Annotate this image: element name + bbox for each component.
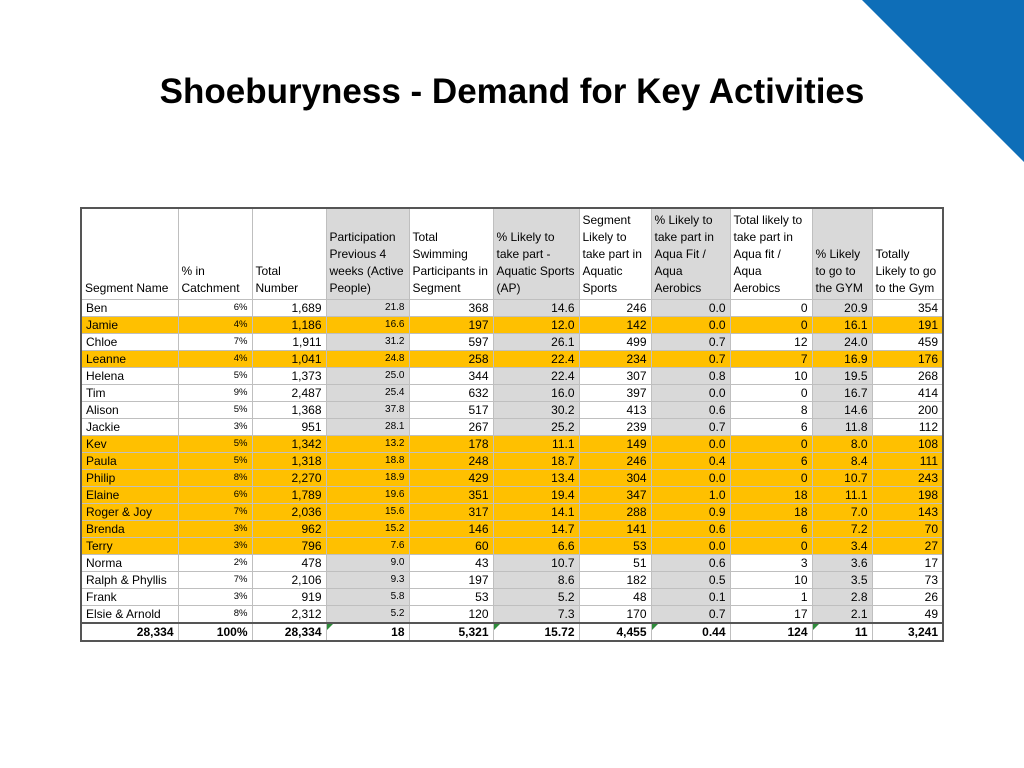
table-cell: 25.0	[326, 368, 409, 385]
table-cell: 9.3	[326, 572, 409, 589]
table-cell: 3%	[178, 419, 252, 436]
table-cell: 15.6	[326, 504, 409, 521]
table-cell: 16.0	[493, 385, 579, 402]
table-cell: 1,186	[252, 317, 326, 334]
table-cell: 8%	[178, 470, 252, 487]
table-cell: 26.1	[493, 334, 579, 351]
table-cell: 111	[872, 453, 943, 470]
table-cell: 28.1	[326, 419, 409, 436]
table-cell: 198	[872, 487, 943, 504]
table-cell: 10	[730, 368, 812, 385]
table-cell: 3%	[178, 521, 252, 538]
table-cell: 7.6	[326, 538, 409, 555]
table-cell: 8.6	[493, 572, 579, 589]
table-row	[81, 453, 943, 470]
segment-name-cell: Terry	[81, 538, 178, 555]
table-cell: 268	[872, 368, 943, 385]
segment-name-cell: Paula	[81, 453, 178, 470]
table-row	[81, 606, 943, 624]
table-cell: 0	[730, 436, 812, 453]
table-cell: 632	[409, 385, 493, 402]
segment-name-cell: Helena	[81, 368, 178, 385]
table-cell: 17	[872, 555, 943, 572]
table-cell: 1,041	[252, 351, 326, 368]
column-header: Totally Likely to go to the Gym	[872, 208, 943, 300]
column-header: Total likely to take part in Aqua fit / Aqua Aerobics	[730, 208, 812, 300]
column-header: % Likely to take part - Aquatic Sports (AP)	[493, 208, 579, 300]
table-cell: 354	[872, 300, 943, 317]
table-cell: 11.1	[812, 487, 872, 504]
table-cell: 347	[579, 487, 651, 504]
column-header: Participation Previous 4 weeks (Active People)	[326, 208, 409, 300]
table-cell: 14.7	[493, 521, 579, 538]
table-cell: 49	[872, 606, 943, 624]
table-cell: 18	[730, 487, 812, 504]
table-row	[81, 351, 943, 368]
table-cell: 2,270	[252, 470, 326, 487]
table-cell: 6	[730, 521, 812, 538]
table-cell: 7%	[178, 572, 252, 589]
table-cell: 11.1	[493, 436, 579, 453]
column-header: Total Swimming Participants in Segment	[409, 208, 493, 300]
table-row	[81, 470, 943, 487]
table-cell: 0.6	[651, 402, 730, 419]
table-cell: 10.7	[493, 555, 579, 572]
table-cell: 8.4	[812, 453, 872, 470]
table-cell: 3	[730, 555, 812, 572]
total-cell: 5,321	[409, 623, 493, 641]
table-cell: 0.7	[651, 606, 730, 624]
table-cell: 12	[730, 334, 812, 351]
table-row	[81, 538, 943, 555]
table-cell: 60	[409, 538, 493, 555]
table-cell: 6.6	[493, 538, 579, 555]
table-cell: 4%	[178, 351, 252, 368]
table-cell: 14.1	[493, 504, 579, 521]
segment-name-cell: Ben	[81, 300, 178, 317]
table-row	[81, 572, 943, 589]
table-cell: 30.2	[493, 402, 579, 419]
table-cell: 0.0	[651, 385, 730, 402]
table-cell: 0.0	[651, 470, 730, 487]
table-row	[81, 521, 943, 538]
table-cell: 1.0	[651, 487, 730, 504]
table-cell: 7%	[178, 504, 252, 521]
table-cell: 962	[252, 521, 326, 538]
table-cell: 178	[409, 436, 493, 453]
table-row	[81, 402, 943, 419]
table-row	[81, 504, 943, 521]
table-cell: 8.0	[812, 436, 872, 453]
table-cell: 19.5	[812, 368, 872, 385]
column-header: % Likely to take part in Aqua Fit / Aqua Aerobics	[651, 208, 730, 300]
table-cell: 10.7	[812, 470, 872, 487]
segment-name-cell: Kev	[81, 436, 178, 453]
table-row	[81, 555, 943, 572]
totals-row	[81, 623, 943, 641]
segment-name-cell: Elaine	[81, 487, 178, 504]
table-cell: 0.6	[651, 521, 730, 538]
table-cell: 3%	[178, 538, 252, 555]
table-cell: 5%	[178, 402, 252, 419]
table-row	[81, 419, 943, 436]
segment-name-cell: Leanne	[81, 351, 178, 368]
table-cell: 288	[579, 504, 651, 521]
table-cell: 146	[409, 521, 493, 538]
table-cell: 5.2	[326, 606, 409, 624]
segment-name-cell: Ralph & Phyllis	[81, 572, 178, 589]
table-cell: 0.0	[651, 436, 730, 453]
table-cell: 246	[579, 300, 651, 317]
table-cell: 0.7	[651, 351, 730, 368]
table-cell: 16.1	[812, 317, 872, 334]
table-cell: 7.0	[812, 504, 872, 521]
table-cell: 18.8	[326, 453, 409, 470]
table-cell: 112	[872, 419, 943, 436]
table-cell: 14.6	[493, 300, 579, 317]
table-cell: 2,036	[252, 504, 326, 521]
table-row	[81, 385, 943, 402]
table-cell: 170	[579, 606, 651, 624]
table-cell: 3.5	[812, 572, 872, 589]
table-cell: 73	[872, 572, 943, 589]
table-cell: 200	[872, 402, 943, 419]
table-cell: 1,789	[252, 487, 326, 504]
segment-name-cell: Elsie & Arnold	[81, 606, 178, 624]
table-cell: 0.0	[651, 538, 730, 555]
total-cell: 15.72	[493, 623, 579, 641]
table-cell: 13.2	[326, 436, 409, 453]
table-cell: 8%	[178, 606, 252, 624]
table-cell: 19.4	[493, 487, 579, 504]
table-cell: 70	[872, 521, 943, 538]
column-header: % in Catchment	[178, 208, 252, 300]
total-cell: 3,241	[872, 623, 943, 641]
total-cell: 11	[812, 623, 872, 641]
table-cell: 7%	[178, 334, 252, 351]
table-cell: 149	[579, 436, 651, 453]
table-cell: 16.9	[812, 351, 872, 368]
table-cell: 5.8	[326, 589, 409, 606]
table-cell: 0.7	[651, 419, 730, 436]
table-cell: 8	[730, 402, 812, 419]
table-cell: 142	[579, 317, 651, 334]
table-cell: 53	[409, 589, 493, 606]
table-cell: 14.6	[812, 402, 872, 419]
table-cell: 12.0	[493, 317, 579, 334]
header-row	[81, 208, 943, 300]
table-cell: 191	[872, 317, 943, 334]
column-header: % Likely to go to the GYM	[812, 208, 872, 300]
table-cell: 2,487	[252, 385, 326, 402]
table-cell: 3%	[178, 589, 252, 606]
table-cell: 0.8	[651, 368, 730, 385]
table-cell: 0.4	[651, 453, 730, 470]
table-cell: 3.4	[812, 538, 872, 555]
table-cell: 919	[252, 589, 326, 606]
table-cell: 2,312	[252, 606, 326, 624]
table-cell: 10	[730, 572, 812, 589]
table-cell: 351	[409, 487, 493, 504]
table-cell: 18.9	[326, 470, 409, 487]
table-cell: 0.6	[651, 555, 730, 572]
table-cell: 143	[872, 504, 943, 521]
table-cell: 197	[409, 572, 493, 589]
total-cell: 28,334	[252, 623, 326, 641]
table-cell: 120	[409, 606, 493, 624]
table-cell: 499	[579, 334, 651, 351]
table-cell: 9.0	[326, 555, 409, 572]
total-cell: 124	[730, 623, 812, 641]
table-cell: 2.1	[812, 606, 872, 624]
table-cell: 24.0	[812, 334, 872, 351]
table-cell: 2.8	[812, 589, 872, 606]
table-cell: 43	[409, 555, 493, 572]
table-cell: 0.1	[651, 589, 730, 606]
table-cell: 11.8	[812, 419, 872, 436]
table-cell: 304	[579, 470, 651, 487]
table-cell: 9%	[178, 385, 252, 402]
table-cell: 16.6	[326, 317, 409, 334]
table-cell: 344	[409, 368, 493, 385]
table-cell: 37.8	[326, 402, 409, 419]
segment-name-cell: Frank	[81, 589, 178, 606]
table-row	[81, 300, 943, 317]
table-cell: 197	[409, 317, 493, 334]
table-cell: 2%	[178, 555, 252, 572]
table-cell: 141	[579, 521, 651, 538]
table-cell: 27	[872, 538, 943, 555]
table-cell: 51	[579, 555, 651, 572]
table-cell: 1,911	[252, 334, 326, 351]
table-cell: 0.0	[651, 300, 730, 317]
table-cell: 1,368	[252, 402, 326, 419]
table-cell: 1,373	[252, 368, 326, 385]
table-cell: 25.4	[326, 385, 409, 402]
table-cell: 5%	[178, 453, 252, 470]
table-cell: 25.2	[493, 419, 579, 436]
table-cell: 459	[872, 334, 943, 351]
table-cell: 0	[730, 317, 812, 334]
table-cell: 5.2	[493, 589, 579, 606]
table-cell: 2,106	[252, 572, 326, 589]
table-row	[81, 317, 943, 334]
table-cell: 7.3	[493, 606, 579, 624]
table-cell: 248	[409, 453, 493, 470]
table-cell: 48	[579, 589, 651, 606]
table-cell: 6%	[178, 300, 252, 317]
table-cell: 182	[579, 572, 651, 589]
slide-title: Shoeburyness - Demand for Key Activities	[159, 72, 865, 111]
table-cell: 429	[409, 470, 493, 487]
table-cell: 176	[872, 351, 943, 368]
table-cell: 20.9	[812, 300, 872, 317]
total-cell: 4,455	[579, 623, 651, 641]
table-cell: 1,342	[252, 436, 326, 453]
table-cell: 478	[252, 555, 326, 572]
table-cell: 16.7	[812, 385, 872, 402]
total-cell: 18	[326, 623, 409, 641]
table-cell: 22.4	[493, 351, 579, 368]
segment-name-cell: Tim	[81, 385, 178, 402]
table-cell: 0.5	[651, 572, 730, 589]
segment-name-cell: Philip	[81, 470, 178, 487]
table-cell: 951	[252, 419, 326, 436]
table-cell: 31.2	[326, 334, 409, 351]
table-row	[81, 368, 943, 385]
table-cell: 53	[579, 538, 651, 555]
segment-name-cell: Brenda	[81, 521, 178, 538]
table-cell: 517	[409, 402, 493, 419]
table-cell: 4%	[178, 317, 252, 334]
table-cell: 1	[730, 589, 812, 606]
total-cell: 28,334	[81, 623, 178, 641]
table-cell: 17	[730, 606, 812, 624]
total-cell: 0.44	[651, 623, 730, 641]
table-cell: 258	[409, 351, 493, 368]
table-row	[81, 487, 943, 504]
table-cell: 6	[730, 453, 812, 470]
table-cell: 3.6	[812, 555, 872, 572]
table-cell: 0	[730, 538, 812, 555]
table-cell: 0.0	[651, 317, 730, 334]
table-cell: 15.2	[326, 521, 409, 538]
table-cell: 0	[730, 300, 812, 317]
table-cell: 7	[730, 351, 812, 368]
table-cell: 18.7	[493, 453, 579, 470]
table-cell: 19.6	[326, 487, 409, 504]
table-cell: 0.9	[651, 504, 730, 521]
table-cell: 413	[579, 402, 651, 419]
table-cell: 22.4	[493, 368, 579, 385]
table-cell: 267	[409, 419, 493, 436]
table-cell: 414	[872, 385, 943, 402]
table-cell: 108	[872, 436, 943, 453]
table-cell: 21.8	[326, 300, 409, 317]
table-cell: 6%	[178, 487, 252, 504]
table-cell: 13.4	[493, 470, 579, 487]
table-cell: 234	[579, 351, 651, 368]
table-row	[81, 334, 943, 351]
segment-name-cell: Jackie	[81, 419, 178, 436]
segment-name-cell: Norma	[81, 555, 178, 572]
column-header: Segment Name	[81, 208, 178, 300]
table-cell: 7.2	[812, 521, 872, 538]
table-cell: 0	[730, 470, 812, 487]
table-cell: 796	[252, 538, 326, 555]
table-cell: 0	[730, 385, 812, 402]
table-cell: 243	[872, 470, 943, 487]
table-cell: 5%	[178, 436, 252, 453]
table-cell: 5%	[178, 368, 252, 385]
table-cell: 246	[579, 453, 651, 470]
demand-table	[80, 207, 944, 642]
column-header: Segment Likely to take part in Aquatic Sports	[579, 208, 651, 300]
segment-name-cell: Jamie	[81, 317, 178, 334]
table-cell: 397	[579, 385, 651, 402]
table-cell: 597	[409, 334, 493, 351]
table-row	[81, 436, 943, 453]
table-cell: 239	[579, 419, 651, 436]
total-cell: 100%	[178, 623, 252, 641]
table-cell: 6	[730, 419, 812, 436]
segment-name-cell: Chloe	[81, 334, 178, 351]
table-cell: 24.8	[326, 351, 409, 368]
table-cell: 368	[409, 300, 493, 317]
table-cell: 317	[409, 504, 493, 521]
table-cell: 26	[872, 589, 943, 606]
column-header: Total Number	[252, 208, 326, 300]
segment-name-cell: Alison	[81, 402, 178, 419]
table-row	[81, 589, 943, 606]
segment-name-cell: Roger & Joy	[81, 504, 178, 521]
table-cell: 1,689	[252, 300, 326, 317]
table-cell: 0.7	[651, 334, 730, 351]
table-cell: 1,318	[252, 453, 326, 470]
table-cell: 18	[730, 504, 812, 521]
table-cell: 307	[579, 368, 651, 385]
